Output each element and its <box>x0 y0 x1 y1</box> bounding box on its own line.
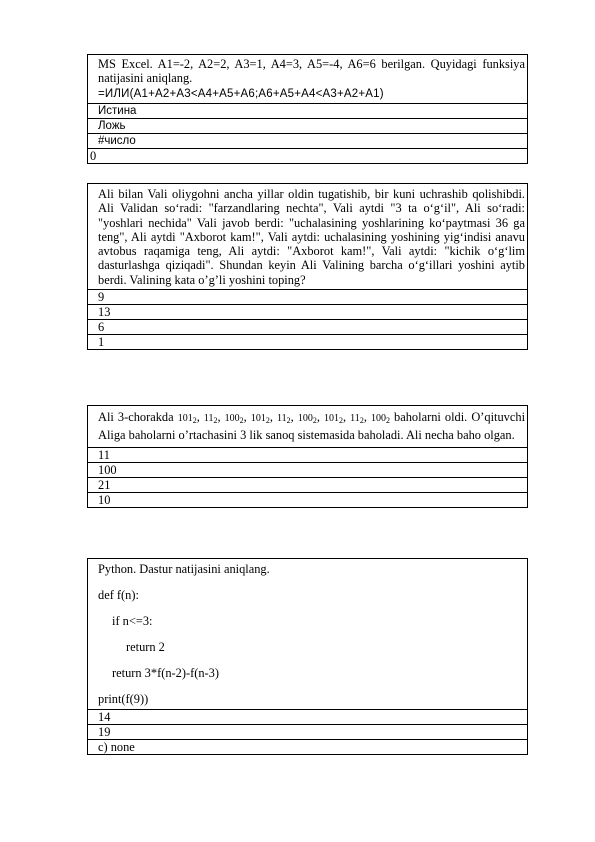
question-1-text <box>88 55 527 103</box>
question-3-text <box>88 406 527 447</box>
grade-base: 2 <box>312 416 317 425</box>
option-4-b[interactable]: 19 <box>88 724 527 739</box>
grade-base: 2 <box>239 416 244 425</box>
question-3 <box>87 405 528 508</box>
code-line-2: if n<=3: <box>112 614 153 628</box>
grade-value <box>350 410 364 424</box>
grade-number: 101 <box>177 413 193 424</box>
grade-number: 11 <box>277 413 287 424</box>
grade-number: 100 <box>297 413 313 424</box>
grade-number: 101 <box>324 413 339 424</box>
grade-base: 2 <box>286 416 291 425</box>
option-3-c[interactable]: 21 <box>88 477 527 492</box>
option-2-c[interactable]: 6 <box>88 319 527 334</box>
grade-value <box>204 410 218 424</box>
grade-number: 101 <box>250 413 266 424</box>
option-1-b[interactable]: Ложь <box>88 118 527 133</box>
question-4 <box>87 558 528 755</box>
option-3-a[interactable]: 11 <box>88 447 527 462</box>
excel-formula: =ИЛИ(A1+A2+A3<A4+A5+A6;A6+A5+A4<A3+A2+A1) <box>98 87 384 100</box>
grades-list: $101_2$, $11_2$, $100_2$, $101_2$, $11_2$, $100_2$, $101_2$, $11_2$, $100_2$ <box>177 410 390 425</box>
question-3-intro: Ali 3-chorakda <box>98 410 174 424</box>
code-line-3: return 2 <box>126 640 165 654</box>
option-3-d[interactable]: 10 <box>88 492 527 507</box>
question-2 <box>87 183 528 350</box>
question-4-body <box>88 559 527 709</box>
grade-base: 2 <box>359 416 364 425</box>
grade-value <box>298 410 317 424</box>
code-line-5: print(f(9)) <box>98 692 149 706</box>
grade-base: 2 <box>192 416 197 425</box>
question-1-statement: MS Excel. A1=-2, A2=2, A3=1, A4=3, A5=-4, A6=6 berilgan. Quyidagi funksiya natijasini aniqlang. <box>98 57 525 86</box>
option-1-d[interactable]: 0 <box>88 148 527 163</box>
option-2-d[interactable]: 1 <box>88 334 527 349</box>
grade-number: 100 <box>224 413 240 424</box>
option-2-b[interactable]: 13 <box>88 304 527 319</box>
grade-value <box>324 410 343 424</box>
grade-number: 11 <box>203 413 214 424</box>
option-1-c[interactable]: #число <box>88 133 527 148</box>
option-4-a[interactable]: 14 <box>88 709 527 724</box>
option-2-a[interactable]: 9 <box>88 289 527 304</box>
grade-base: 2 <box>265 416 270 425</box>
question-3-rest: baholarni oldi. O’qituvchi Aliga baholarni o’rtachasini 3 lik sanoq sistemasida baholadi. Ali necha baho olgan. <box>98 410 526 443</box>
grade-value <box>251 410 270 424</box>
grade-value <box>371 410 390 424</box>
option-1-a[interactable]: Истина <box>88 103 527 118</box>
question-1 <box>87 54 528 164</box>
question-2-text: Ali bilan Vali oliygohni ancha yillar oldin tugatishib, bir kuni uchrashib qolishibdi. Ali Validan so‘radi: "farzandlaring nechta", Vali aytdi "3 ta o‘g‘il", Ali so‘radi: "yoshlari nechida" Vali javob berdi: "uchalasining yoshlarining ko‘paytmasi 36 ga teng", Ali aytdi "Axborot kam!", Vali aytdi: uchalasining yoshining yig‘indisi anavu avtobus raqamiga teng, Ali aytdi: "Axborot kam!", Vali aytdi: "kichik o‘g‘lim dasturlashga qiziqadi". Shundan keyin Ali Valining barcha o‘g‘illari yoshini aytib berdi. Valining kata o’g’li yoshini toping? <box>98 187 525 287</box>
grade-value <box>225 410 244 424</box>
code-line-1: def f(n): <box>98 588 139 602</box>
grade-number: 100 <box>370 413 386 424</box>
option-3-b[interactable]: 100 <box>88 462 527 477</box>
grade-base: 2 <box>213 416 218 425</box>
grade-value <box>178 410 197 424</box>
option-4-c[interactable]: c) none <box>88 739 527 754</box>
grade-base: 2 <box>339 416 343 425</box>
grade-base: 2 <box>385 416 390 425</box>
question-4-title: Python. Dastur natijasini aniqlang. <box>98 562 270 576</box>
grade-number: 11 <box>350 413 360 424</box>
code-line-4: return 3*f(n-2)-f(n-3) <box>112 666 219 680</box>
grade-value <box>277 410 291 424</box>
